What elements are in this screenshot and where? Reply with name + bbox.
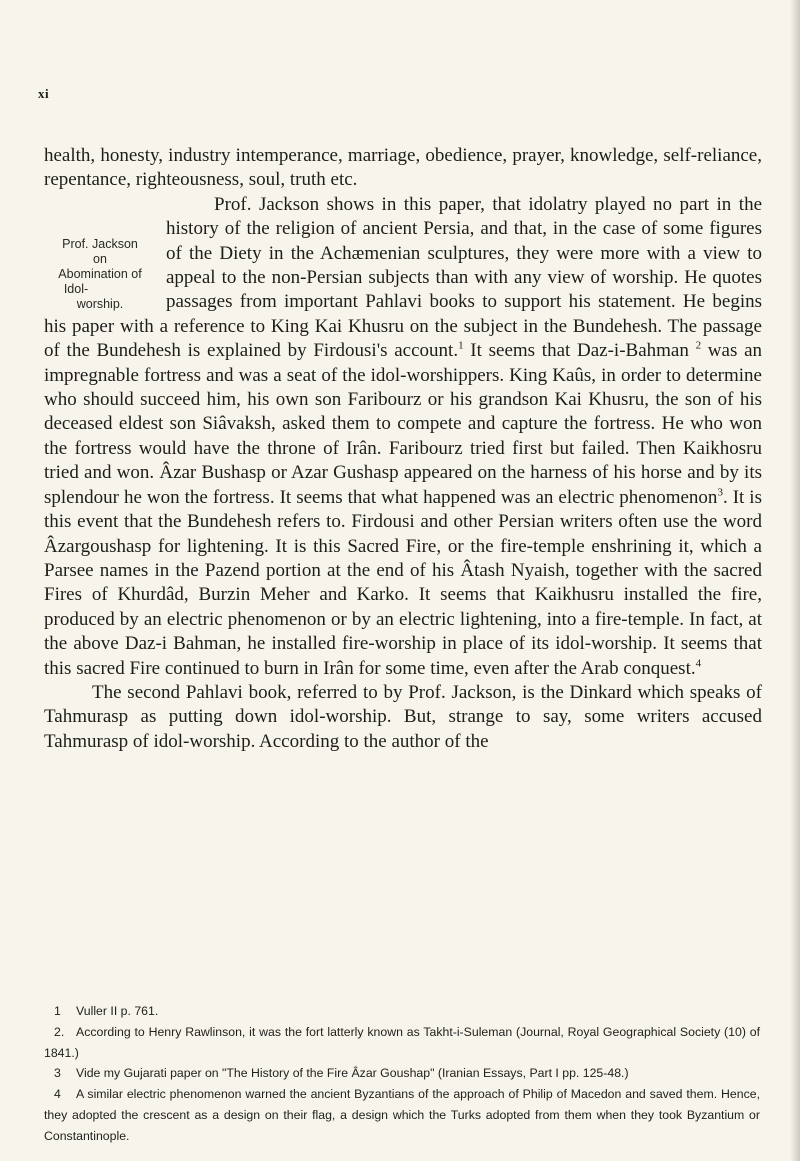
footnote xyxy=(44,1001,760,1022)
footnote-reference[interactable]: 1 xyxy=(458,339,464,352)
page-edge-shadow xyxy=(790,0,800,1161)
footnote-marker: 4 xyxy=(54,1087,61,1102)
margin-note xyxy=(0,237,152,312)
footnote xyxy=(44,1063,760,1084)
footnote-reference[interactable]: 4 xyxy=(695,657,702,670)
main-text xyxy=(44,144,762,754)
margin-note-line: Abomination of Idol- xyxy=(58,266,142,296)
margin-note-line: worship. xyxy=(76,296,124,311)
paragraph-text: . It is this event that the Bundehesh refers to. Firdousi and other Persian writers often use the word Âzargoushasp for lightening. It is this Sacred Fire, or the fire-temple enshrining it, which a Parsee names in the Pazend portion at the end of his Âtash Nyaish, together with the sacred Fires of Khurdâd, Burzin Meher and Karko. It seems that Kaikhusru installed the fire, produced by an electric phenomenon or by an electric lightening, into a fire-temple. In fact, at the above Daz-i Bahman, he installed fire-worship in place of its idol-worship. It seems that this sacred Fire continued to burn in Irân for some time, even after the Arab conquest. xyxy=(44,486,762,679)
paragraph-dinkard: The second Pahlavi book, referred to by Prof. Jackson, is the Dinkard which speaks of Tahmurasp as putting down idol-worship. But, strange to say, some writers accused Tahmurasp of idol-worship. According to the author of the xyxy=(44,681,762,752)
footnote-marker: 3 xyxy=(54,1066,61,1081)
footnote-text: According to Henry Rawlinson, it was the fort latterly known as Takht-i-Suleman (Journal, Royal Geographical Society (10) of 1841.) xyxy=(44,1024,760,1060)
footnotes xyxy=(44,1001,760,1147)
paragraph-continuation: health, honesty, industry intemperance, marriage, obedience, prayer, knowledge, self-reliance, repentance, righteousness, soul, truth etc. xyxy=(44,145,762,191)
footnote-marker: 2. xyxy=(54,1024,65,1039)
footnote-text: Vide my Gujarati paper on "The History of the Fire Âzar Goushap" (Iranian Essays, Part I pp. 125-48.) xyxy=(76,1066,629,1081)
paragraph-text: was an impregnable fortress and was a seat of the idol-worshippers. King Kaûs, in order to determine who should succeed him, his own son Faribourz or his grandson Kai Khusru, the son of his deceased eldest son Siâvaksh, asked them to compete and capture the fortress. He who won the fortress would have the throne of Irân. Faribourz tried first but failed. Then Kaikhosru tried and won. Âzar Bushasp or Azar Gushasp appeared on the harness of his horse and by its splendour he won the fortress. It seems that what happened was an electric phenomenon xyxy=(44,340,763,508)
footnote-reference[interactable]: 3 xyxy=(717,486,723,499)
margin-note-line: Prof. Jackson xyxy=(62,236,138,251)
paragraph-text: It seems that Daz-i-Bahman xyxy=(463,340,696,362)
footnote xyxy=(44,1022,760,1064)
page-number: xi xyxy=(38,86,50,101)
footnote-text: A similar electric phenomenon warned the ancient Byzantians of the approach of Philip of Macedon and saved them. Hence, they adopted the crescent as a design on their flag, a design which the Turks adopted from them when they took Byzantium or Constantinople. xyxy=(44,1087,760,1143)
margin-note-line: on xyxy=(93,251,107,266)
paragraph-text: Prof. Jackson shows in this paper, that idolatry played no part in the history of the religion of ancient Persia, and that, in the case of some figures of the Diety in the Achæmenian sculptures, they were more with a view to appeal to the non-Persian subjects than with any view of worship. He quotes passages from important Pahlavi books to support his statement. He begins his paper with a reference to King Kai Khusru on the subject in the Bundehesh. The passage of the Bundehesh is explained by Firdousi's account. xyxy=(44,193,762,362)
footnote-marker: 1 xyxy=(54,1004,61,1018)
paragraph-jackson xyxy=(44,193,762,681)
footnote-text: Vuller II p. 761. xyxy=(76,1004,159,1018)
footnote-reference[interactable]: 2 xyxy=(695,339,702,352)
footnote xyxy=(44,1084,760,1146)
